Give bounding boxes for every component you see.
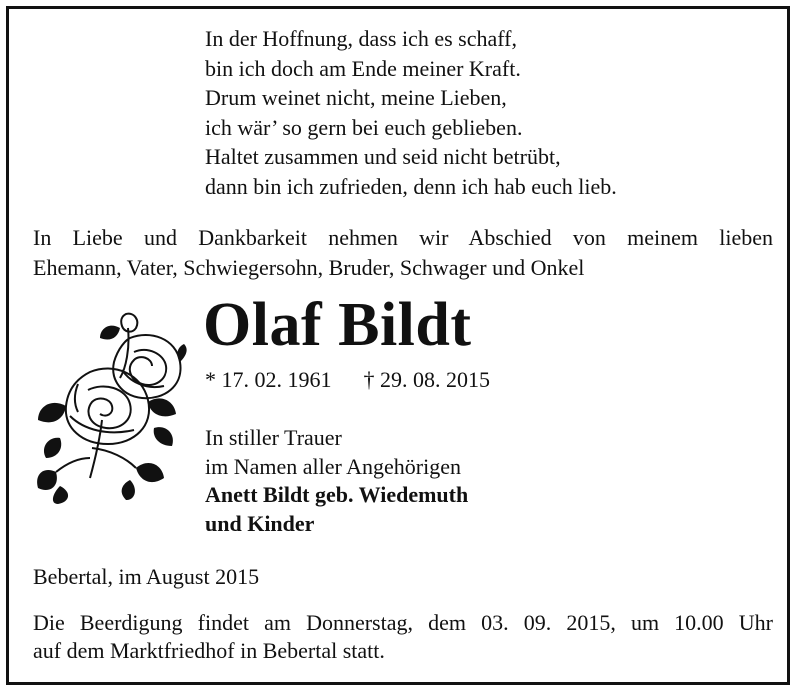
poem-line: Haltet zusammen und seid nicht betrübt, <box>205 144 561 169</box>
rose-icon <box>30 308 188 504</box>
burial-line: Die Beerdigung findet am Donnerstag, dem 03. 09. 2015, um 10.00 Uhr <box>33 610 773 635</box>
place-date: Bebertal, im August 2015 <box>33 564 260 589</box>
life-dates <box>205 366 490 394</box>
poem-line: dann bin ich zufrieden, denn ich hab euch lieb. <box>205 173 617 199</box>
burial-line: auf dem Marktfriedhof in Bebertal statt. <box>33 638 385 663</box>
poem <box>205 24 617 201</box>
poem-line: bin ich doch am Ende meiner Kraft. <box>205 55 521 81</box>
mourners-name: Anett Bildt geb. Wiedemuth <box>205 482 469 507</box>
death-date: † 29. 08. 2015 <box>363 367 490 392</box>
mourners-name: und Kinder <box>205 510 315 536</box>
intro-line: In Liebe und Dankbarkeit nehmen wir Abschied von meinem lieben <box>33 225 773 250</box>
mourners-line: In stiller Trauer <box>205 425 342 450</box>
deceased-name: Olaf Bildt <box>203 291 472 359</box>
burial-info <box>33 609 773 665</box>
poem-line: In der Hoffnung, dass ich es schaff, <box>205 26 517 51</box>
mourners-block <box>205 424 468 538</box>
birth-date: * 17. 02. 1961 <box>205 367 332 392</box>
poem-line: ich wär’ so gern bei euch geblieben. <box>205 114 523 140</box>
farewell-intro <box>33 223 773 283</box>
mourners-line: im Namen aller Angehörigen <box>205 453 461 479</box>
poem-line: Drum weinet nicht, meine Lieben, <box>205 85 507 110</box>
intro-line: Ehemann, Vater, Schwiegersohn, Bruder, Schwager und Onkel <box>33 255 585 280</box>
